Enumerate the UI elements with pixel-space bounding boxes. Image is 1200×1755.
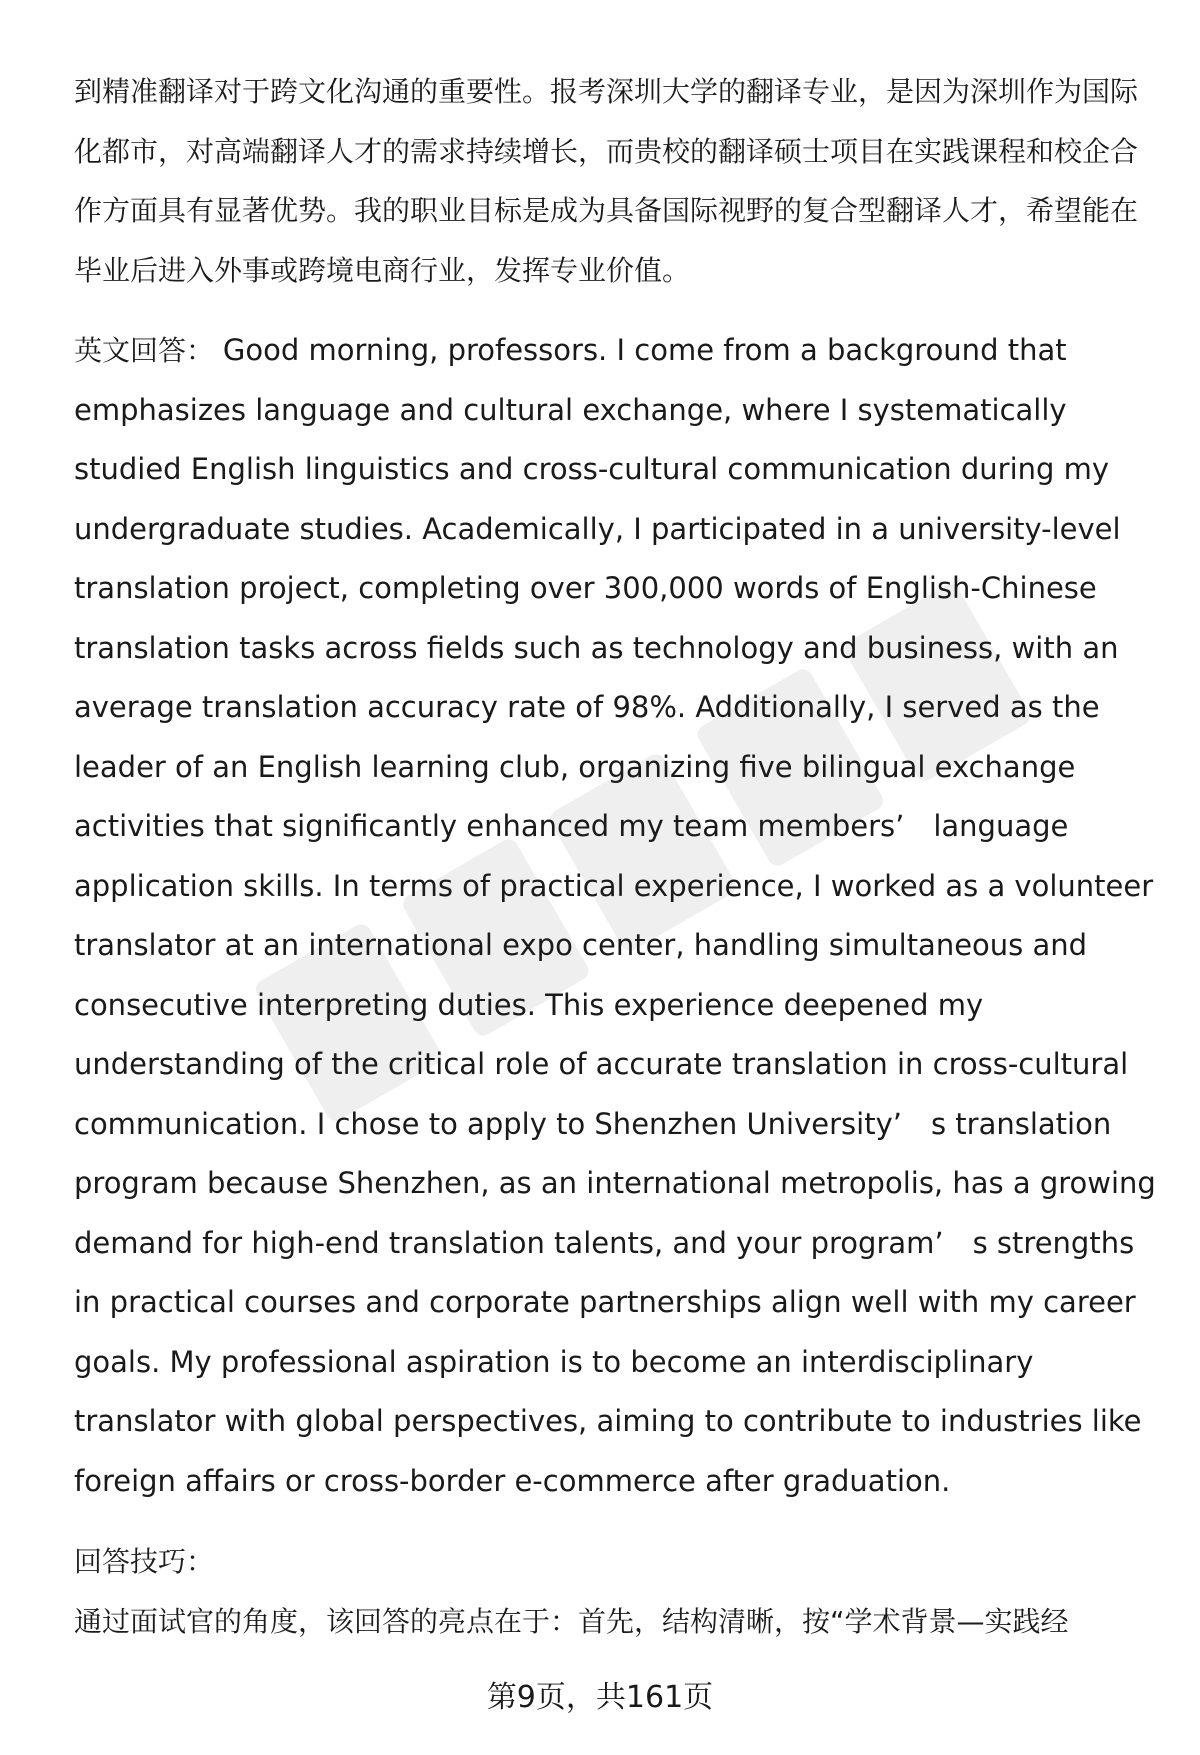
document-body <box>74 62 1159 1651</box>
english-answer-label: 英文回答： <box>74 334 215 367</box>
paragraph-cn-continuation: 到精准翻译对于跨文化沟通的重要性。报考深圳大学的翻译专业，是因为深圳作为国际化都市，对高端翻译人才的需求持续增长，而贵校的翻译硕士项目在实践课程和校企合作方面具有显著优势。我的职业目标是成为具备国际视野的复合型翻译人才，希望能在毕业后进入外事或跨境电商行业，发挥专业价值。 <box>74 75 1139 287</box>
english-answer-text: Good morning, professors. I come from a background that emphasizes language and cultural exchange, where I systematically studied English linguistics and cross-cultural communication during my undergraduate studies. Academically, I participated in a university-level translation project, completing over 300,000 words of English-Chinese translation tasks across fields such as technology and business, with an average translation accuracy rate of 98%. Additionally, I served as the leader of an English learning club, organizing five bilingual exchange activities that significantly enhanced my team members’ language application skills. In terms of practical experience, I worked as a volunteer translator at an international expo center, handling simultaneous and consecutive interpreting duties. This experience deepened my understanding of the critical role of accurate translation in cross-cultural communication. I chose to apply to Shenzhen University’ s translation program because Shenzhen, as an international metropolis, has a growing demand for high-end translation talents, and your program’ s strengths in practical courses and corporate partnerships align well with my career goals. My professional aspiration is to become an interdisciplinary translator with global perspectives, aiming to contribute to industries like foreign affairs or cross-border e-commerce after graduation. <box>74 333 1156 1498</box>
english-answer <box>74 321 1159 1511</box>
tips-heading: 回答技巧： <box>74 1545 215 1578</box>
page-footer: 第9页，共161页 <box>486 1680 714 1715</box>
tips-intro: 通过面试官的角度，该回答的亮点在于：首先，结构清晰，按“学术背景—实践经 <box>74 1604 1069 1638</box>
